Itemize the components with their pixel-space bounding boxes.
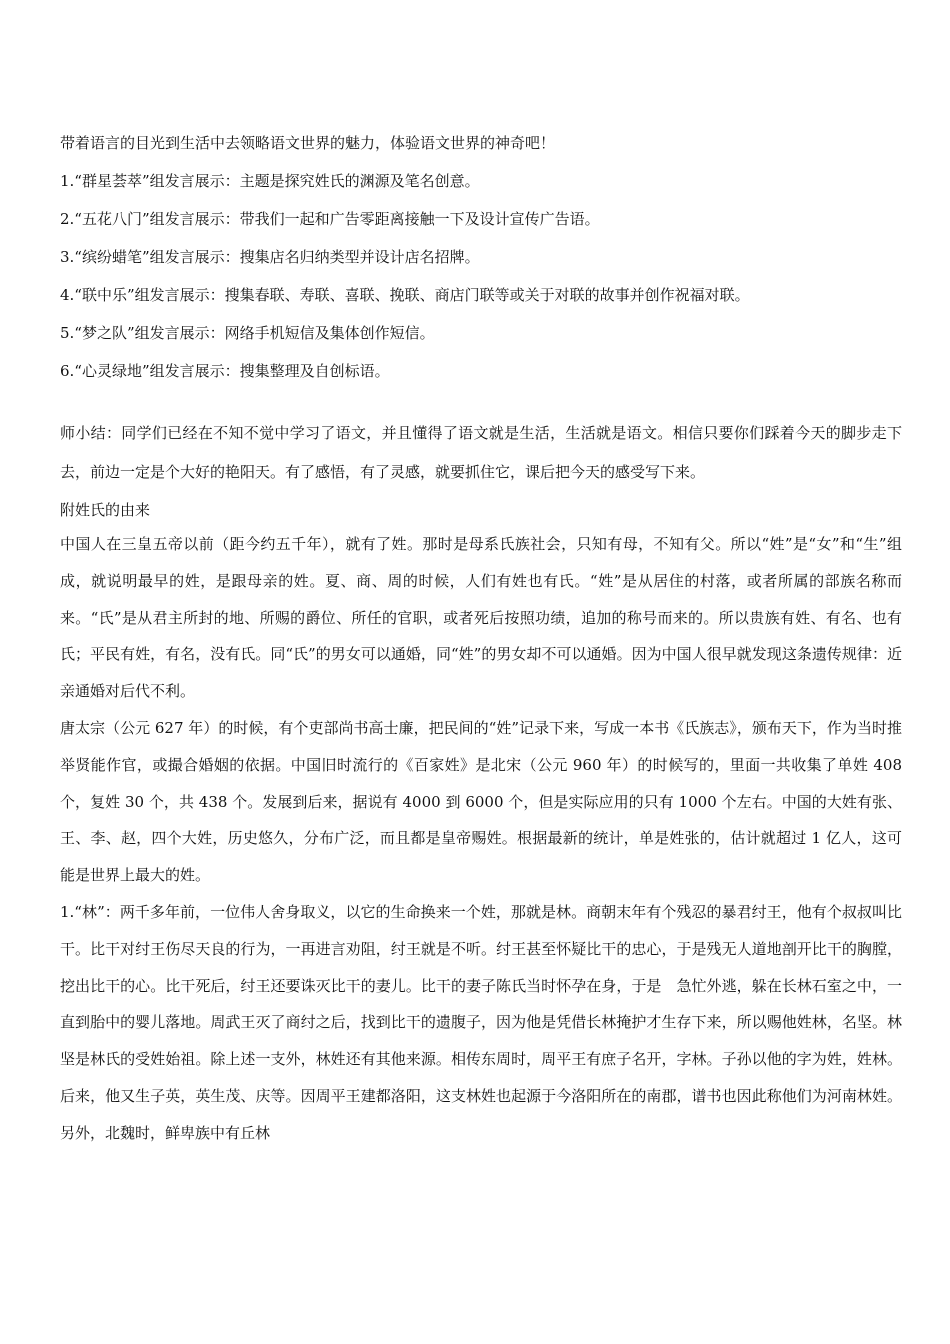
list-item: 2.“五花八门”组发言展示：带我们一起和广告零距离接触一下及设计宣传广告语。: [60, 210, 600, 228]
activity-section: [60, 124, 902, 390]
paragraph: 唐太宗（公元 627 年）的时候，有个吏部尚书高士廉，把民间的“姓”记录下来，写成一本书《氏族志》，颁布天下，作为当时推举贤能作官，或撮合婚姻的依据。中国旧时流行的《百家姓》是北宋（公元 960 年）的时候写的，里面一共收集了单姓 408 个，复姓 30 个，共 438 个。发展到后来，据说有 4000 到 6000 个，但是实际应用的只有 1000 个左右。中国的大姓有张、王、李、赵，四个大姓，历史悠久，分布广泛，而且都是皇帝赐姓。根据最新的统计，单是姓张的，估计就超过 1 亿人，这可能是世界上最大的姓。: [60, 718, 902, 885]
list-item: 5.“梦之队”组发言展示：网络手机短信及集体创作短信。: [60, 324, 435, 342]
paragraph: 1.“林”：两千多年前，一位伟人舍身取义，以它的生命换来一个姓，那就是林。商朝末年有个残忍的暴君纣王，他有个叔叔叫比干。比干对纣王伤尽天良的行为，一再进言劝阻，纣王就是不听。纣王甚至怀疑比干的忠心，于是残无人道地剖开比干的胸膛，挖出比干的心。比干死后，纣王还要诛灭比干的妻儿。比干的妻子陈氏当时怀孕在身，于是 急忙外逃，躲在长林石室之中，一直到胎中的婴儿落地。周武王灭了商纣之后，找到比干的遗腹子，因为他是凭借长林掩护才生存下来，所以赐他姓林，名坚。林坚是林氏的受姓始祖。除上述一支外，林姓还有其他来源。相传东周时，周平王有庶子名开，字林。子孙以他的字为姓，姓林。后来，他又生子英，英生茂、庆等。因周平王建都洛阳，这支林姓也起源于今洛阳所在的南郡，谱书也因此称他们为河南林姓。另外，北魏时，鲜卑族中有丘林: [60, 902, 902, 1142]
list-item: 3.“缤纷蜡笔”组发言展示：搜集店名归纳类型并设计店名招牌。: [60, 248, 480, 266]
list-item: 1.“群星荟萃”组发言展示：主题是探究姓氏的渊源及笔名创意。: [60, 172, 480, 190]
list-item: 6.“心灵绿地”组发言展示：搜集整理及自创标语。: [60, 362, 390, 380]
appendix-title: 附姓氏的由来: [60, 501, 151, 519]
appendix-body: [60, 526, 902, 1152]
intro-lead: 带着语言的目光到生活中去领略语文世界的魅力，体验语文世界的神奇吧！: [60, 134, 556, 152]
paragraph: 中国人在三皇五帝以前（距今约五千年），就有了姓。那时是母系氏族社会，只知有母，不知有父。所以“姓”是“女”和“生”组成，就说明最早的姓，是跟母亲的姓。夏、商、周的时候，人们有姓也有氏。“姓”是从居住的村落，或者所属的部族名称而来。“氏”是从君主所封的地、所赐的爵位、所任的官职，或者死后按照功绩，追加的称号而来的。所以贵族有姓、有名、也有氏；平民有姓，有名，没有氏。同“氏”的男女可以通婚，同“姓”的男女却不可以通婚。因为中国人很早就发现这条遗传规律：近亲通婚对后代不利。: [60, 535, 902, 701]
summary-paragraph: 师小结：同学们已经在不知不觉中学习了语文，并且懂得了语文就是生活，生活就是语文。相信只要你们踩着今天的脚步走下去，前边一定是个大好的艳阳天。有了感悟，有了灵感，就要抓住它，课后把今天的感受写下来。: [60, 424, 902, 481]
teacher-summary: [60, 414, 902, 492]
list-item: 4.“联中乐”组发言展示：搜集春联、寿联、喜联、挽联、商店门联等或关于对联的故事并创作祝福对联。: [60, 286, 750, 304]
